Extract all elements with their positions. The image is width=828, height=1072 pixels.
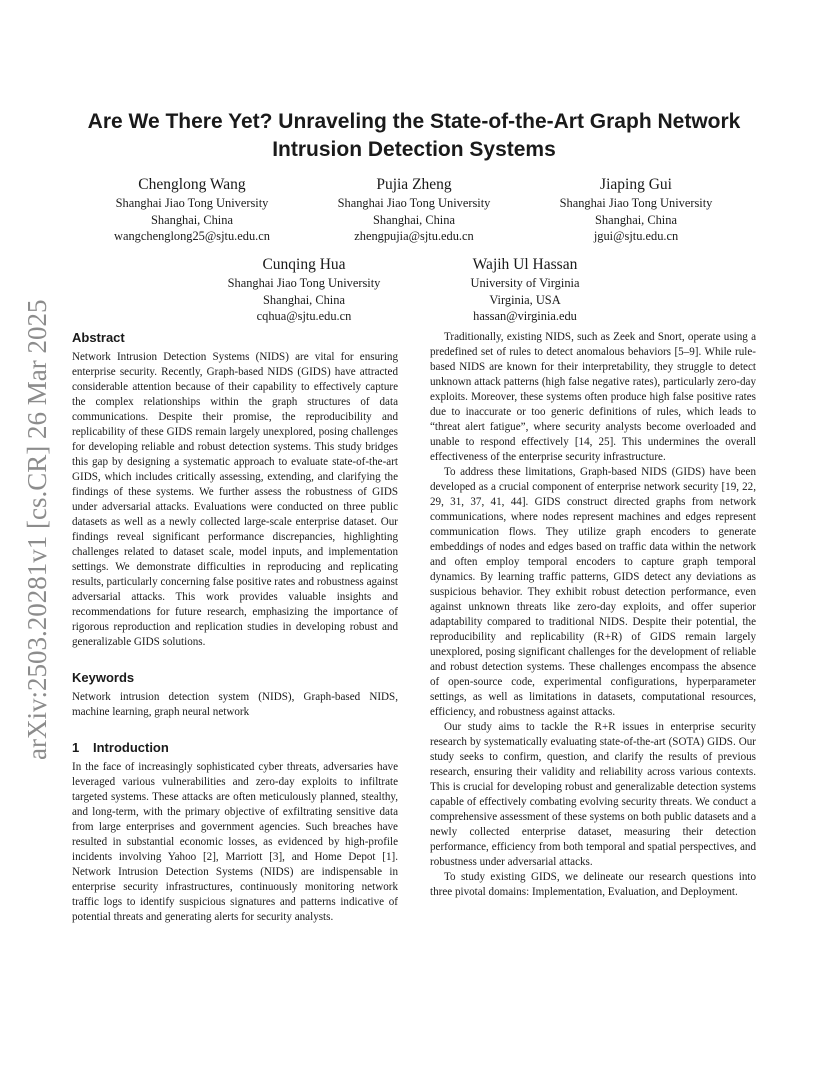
body-paragraph: Traditionally, existing NIDS, such as Zeek and Snort, operate using a predefined set of rules to detect anomalous behaviors [5–9]. While rule-based NIDS are known for their interpretability, they struggle to detect unknown attack patterns (high false negative rates), particularly zero-day exploits. Moreover, these systems often produce high false positive rates due to inaccurate or too generic definitions of rules, which leads to “threat alert fatigue”, where security analysts become overloaded and unable to respond effectively [14, 25]. This undermines the overall effectiveness of the enterprise security infrastructure.: [430, 331, 756, 463]
author-affiliation: Shanghai Jiao Tong University: [227, 276, 381, 290]
arxiv-identifier: arXiv:2503.20281v1 [cs.CR] 26 Mar 2025: [22, 299, 52, 760]
keywords-text: Network intrusion detection system (NIDS), Graph-based NIDS, machine learning, graph neural network: [72, 691, 398, 718]
author-block: [516, 175, 756, 245]
left-column: [72, 330, 398, 925]
author-name: Wajih Ul Hassan: [472, 256, 578, 273]
author-location: Shanghai, China: [151, 212, 233, 227]
author-name: Chenglong Wang: [138, 176, 246, 193]
author-location: Shanghai, China: [373, 212, 455, 227]
author-block: [72, 175, 312, 245]
author-location: Shanghai, China: [263, 292, 345, 307]
body-paragraph: To study existing GIDS, we delineate our research questions into three pivotal domains: Implementation, Evaluation, and Deployment.: [430, 871, 756, 898]
body-paragraph: Our study aims to tackle the R+R issues in enterprise security research by systematically evaluating state-of-the-art (SOTA) GIDS. Our study seeks to confirm, question, and clarify the results of previous research, ensuring their validity and reliability across various contexts. This is crucial for developing robust and generalizable detection systems capable of effectively combating evolving security threats. We conduct a comprehensive assessment of these systems on both public datasets and a newly collected enterprise dataset, measuring their detection performance, efficiency from both temporal and spatial perspectives, and robustness under adversarial attacks.: [430, 721, 756, 868]
section-title: Introduction: [93, 740, 169, 755]
author-name: Jiaping Gui: [600, 176, 672, 193]
paper-title: Are We There Yet? Unraveling the State-of-the-Art Graph Network Intrusion Detection Systems: [87, 110, 741, 161]
author-block: [294, 175, 534, 245]
right-column: [430, 330, 756, 900]
author-email: jgui@sjtu.edu.cn: [593, 229, 679, 243]
author-block: [184, 255, 424, 325]
author-location: Virginia, USA: [489, 292, 561, 307]
author-affiliation: Shanghai Jiao Tong University: [337, 196, 491, 210]
abstract-text: Network Intrusion Detection Systems (NIDS) are vital for ensuring enterprise security. Recently, Graph-based NIDS (GIDS) have attracted considerable attention because of their capability to effectively capture the complex relationships within the graph structures of data communications. Despite their promise, the reproducibility and replicability of these GIDS remain largely unexplored, posing challenges for developing reliable and robust detection systems. This study bridges this gap by designing a systematic approach to evaluate state-of-the-art GIDS, which includes critically assessing, extending, and clarifying the findings of these systems. We further assess the robustness of GIDS under adversarial attacks. Evaluations were conducted on three public datasets as well as a newly collected large-scale enterprise dataset. Our findings reveal significant performance discrepancies, highlighting challenges related to dataset scale, model inputs, and implementation settings. We demonstrate difficulties in reproducing and replicating results, particularly concerning false positive rates and robustness against adversarial attacks. This work provides valuable insights and recommendations for future research, emphasizing the importance of rigorous reproduction and replication studies in developing robust and generalizable GIDS solutions.: [72, 351, 398, 648]
author-affiliation: University of Virginia: [470, 276, 580, 290]
author-affiliation: Shanghai Jiao Tong University: [559, 196, 713, 210]
abstract-heading: Abstract: [72, 330, 125, 345]
author-name: Cunqing Hua: [262, 256, 346, 273]
author-email: cqhua@sjtu.edu.cn: [256, 309, 352, 323]
author-affiliation: Shanghai Jiao Tong University: [115, 196, 269, 210]
author-email: hassan@virginia.edu: [473, 309, 577, 323]
section-number: 1: [72, 740, 80, 755]
introduction-heading: [72, 740, 398, 756]
author-email: wangchenglong25@sjtu.edu.cn: [114, 229, 270, 243]
author-name: Pujia Zheng: [376, 176, 452, 193]
author-location: Shanghai, China: [595, 212, 677, 227]
author-block: [405, 255, 645, 325]
keywords-heading: Keywords: [72, 670, 135, 685]
introduction-paragraph: In the face of increasingly sophisticated cyber threats, adversaries have leveraged various vulnerabilities and zero-day exploits to infiltrate targeted systems. These attacks are often meticulously planned, stealthy, and long-term, with the primary objective of exfiltrating sensitive data from large enterprises and government agencies. Such breaches have resulted in substantial economic losses, as evidenced by high-profile incidents involving Yahoo [2], Marriott [3], and Home Depot [1]. Network Intrusion Detection Systems (NIDS) are indispensable in enterprise security infrastructures, continuously monitoring network traffic logs to identify suspicious signatures and patterns indicative of potential threats and generating alerts for security analysts.: [72, 761, 398, 923]
body-paragraph: To address these limitations, Graph-based NIDS (GIDS) have been developed as a crucial component of enterprise network security [19, 22, 29, 31, 37, 41, 44]. GIDS construct directed graphs from network communications, where nodes represent machines and edges represent communication flows. They utilize graph encoders to generate embeddings of nodes and edges based on traffic data within the network and often employ temporal encoders to capture graph temporal dynamics. By learning traffic patterns, GIDS detect any deviations as suspicious behavior. They exhibit robust detection performance, even against unknown threats like zero-day exploits, and offer superior adaptability compared to traditional NIDS. Despite their potential, the reproducibility and replicability (R+R) of GIDS remain largely unexplored, posing significant challenges for the development of reliable and robust detection systems. These challenges encompass the absence of open-source code, experimental configurations, hyperparameter settings, as well as limitations in datasets, computational resources, efficiency, and robustness against attacks.: [430, 466, 756, 718]
author-email: zhengpujia@sjtu.edu.cn: [354, 229, 474, 243]
